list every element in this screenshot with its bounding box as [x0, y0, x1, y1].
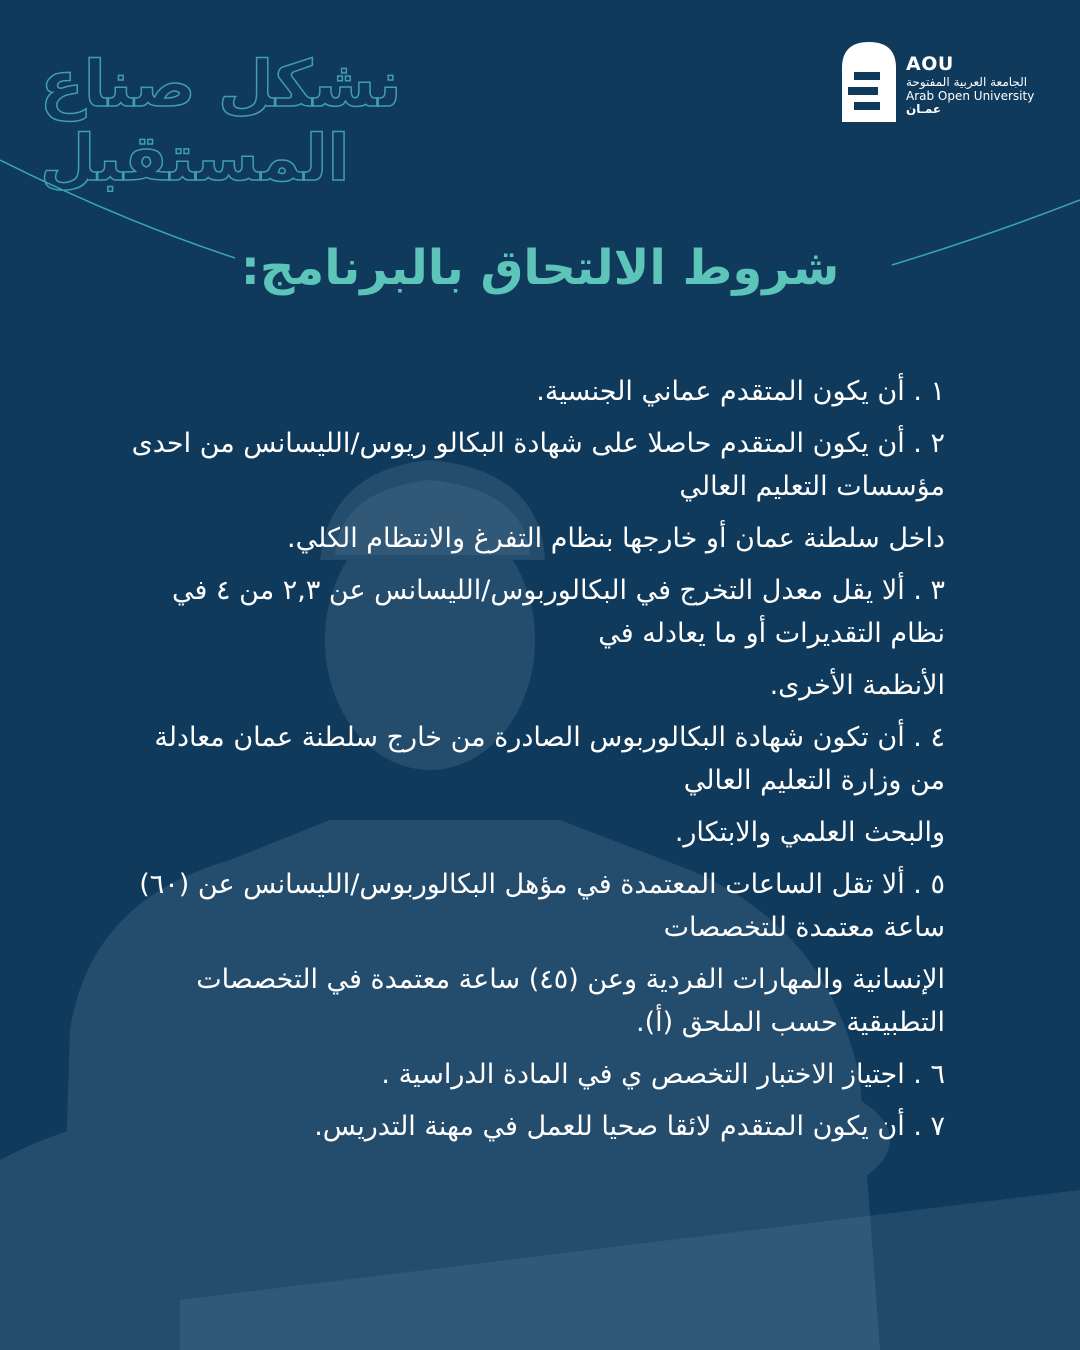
condition-line: ٥ . ألا تقل الساعات المعتمدة في مؤهل البكالوربوس/الليسانس عن (٦٠) ساعة معتمدة للتخصصات: [139, 869, 945, 943]
condition-line: الإنسانية والمهارات الفردية وعن (٤٥) ساعة معتمدة في التخصصات التطبيقية حسب الملحق (أ).: [196, 964, 945, 1038]
logo-name-arabic: الجامعة العربية المفتوحة: [906, 74, 1028, 89]
condition-line: ٦ . اجتياز الاختبار التخصص ي في المادة الدراسية .: [381, 1059, 945, 1090]
condition-line: والبحث العلمي والابتكار.: [674, 817, 945, 848]
condition-line: الأنظمة الأخرى.: [769, 670, 945, 701]
condition-line: ٧ . أن يكون المتقدم لائقا صحيا للعمل في مهنة التدريس.: [314, 1111, 945, 1142]
aou-logo: [840, 40, 1050, 130]
logo-abbreviation: AOU: [906, 53, 954, 75]
logo-city: عمـان: [906, 102, 942, 117]
condition-line: داخل سلطنة عمان أو خارجها بنظام التفرغ والانتظام الكلي.: [287, 523, 945, 554]
condition-line: ٤ . أن تكون شهادة البكالوربوس الصادرة من خارج سلطنة عمان معادلة من وزارة التعليم العالي: [154, 722, 945, 796]
condition-line: ٢ . أن يكون المتقدم حاصلا على شهادة البكالو ريوس/الليسانس من احدى مؤسسات التعليم العالي: [131, 428, 945, 502]
conditions-list: [130, 370, 945, 1157]
tagline: نشكل صناع المستقبل: [40, 48, 402, 196]
condition-line: ١ . أن يكون المتقدم عماني الجنسية.: [536, 376, 945, 407]
condition-line: ٣ . ألا يقل معدل التخرج في البكالوربوس/الليسانس عن ٢,٣ من ٤ في نظام التقديرات أو ما يعادله في: [172, 575, 945, 649]
aou-logo-mark-icon: [840, 40, 898, 124]
logo-name-english: Arab Open University: [906, 88, 1035, 103]
page-title: شروط الالتحاق بالبرنامج:: [240, 240, 840, 296]
